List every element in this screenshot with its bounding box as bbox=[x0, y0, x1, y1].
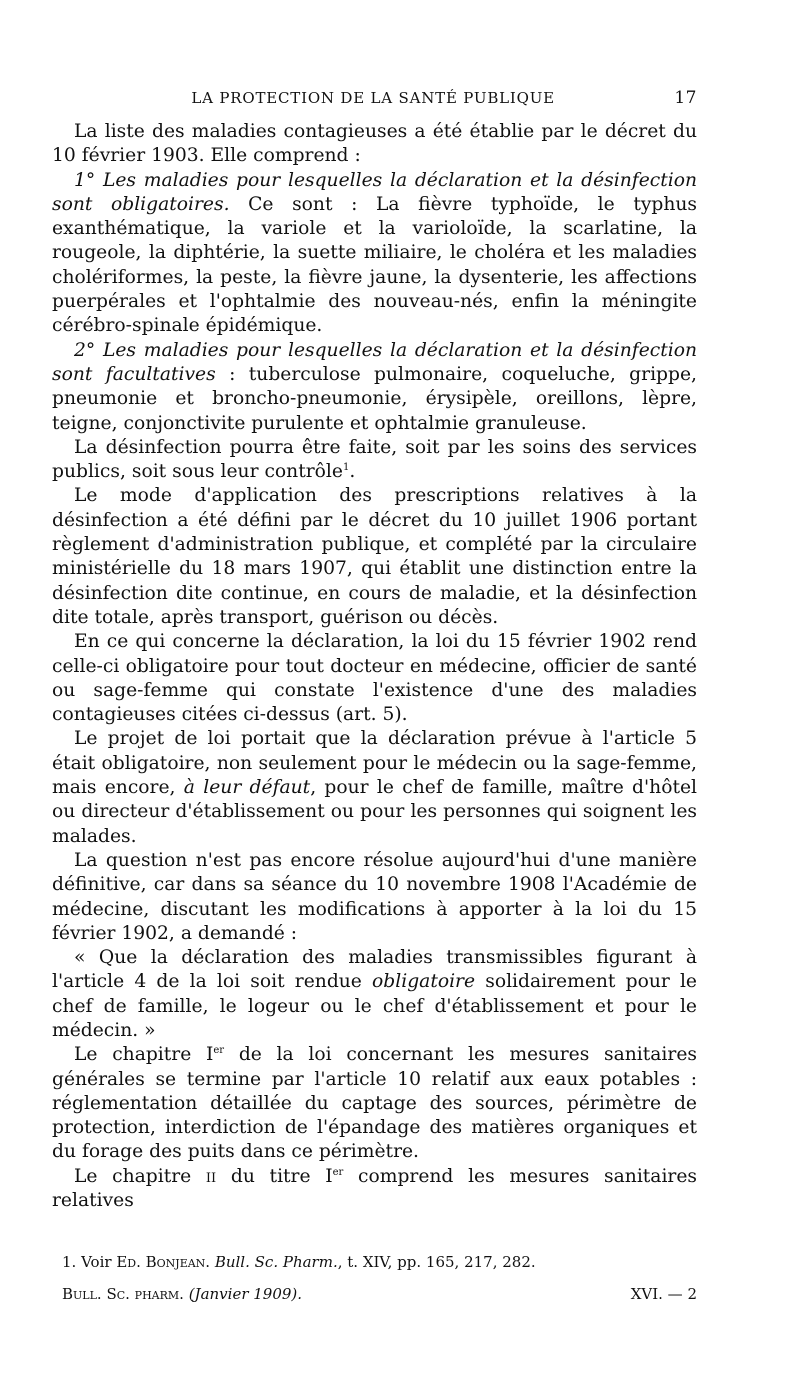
quotation bbox=[52, 946, 697, 1043]
footnote bbox=[62, 1251, 697, 1273]
italic-phrase: à leur défaut bbox=[183, 777, 311, 799]
footnote-author: Ed. Bonjean. bbox=[116, 1253, 211, 1272]
signature-left bbox=[62, 1285, 302, 1303]
running-title: LA PROTECTION DE LA SANTÉ PUBLIQUE bbox=[191, 89, 555, 107]
paragraph-text: solidairement pour le chef de famille, le logeur ou le chef d'établissement et pour le médecin. » bbox=[52, 971, 697, 1041]
footnote-ref: 1 bbox=[342, 462, 350, 474]
paragraph bbox=[52, 169, 697, 339]
superscript: er bbox=[213, 1045, 225, 1057]
paragraph-text: Le chapitre bbox=[74, 1165, 206, 1187]
running-header bbox=[52, 88, 697, 114]
page bbox=[52, 88, 697, 1303]
superscript: er bbox=[332, 1166, 344, 1178]
paragraph-text: , pour le chef de famille, maître d'hôtel ou directeur d'établissement ou pour les personnes qui soignent les malades. bbox=[52, 777, 697, 847]
footnotes bbox=[52, 1251, 697, 1273]
page-number: 17 bbox=[674, 88, 697, 108]
footnote-journal: Bull. Sc. Pharm. bbox=[210, 1253, 338, 1272]
signature-line bbox=[52, 1285, 697, 1303]
paragraph: La question n'est pas encore résolue aujourd'hui d'une manière définitive, car dans sa séance du 10 novembre 1908 l'Académie de médecine, discutant les modifications à apporter à la loi du 15 février 1902, a demandé : bbox=[52, 849, 697, 944]
paragraph: Le mode d'application des prescriptions relatives à la désinfection a été défini par le décret du 10 juillet 1906 portant règlement d'administration publique, et complété par la circulaire ministérielle du 18 mars 1907, qui établit une distinction entre la désinfection dite continue, en cours de maladie, et la désinfection dite totale, après transport, guérison ou décès. bbox=[52, 485, 697, 628]
paragraph bbox=[52, 436, 697, 485]
issue-date: (Janvier 1909). bbox=[188, 1285, 303, 1304]
paragraph-text: du titre I bbox=[216, 1165, 333, 1187]
small-caps-numeral: ii bbox=[205, 1165, 217, 1187]
paragraph-text: « Que la déclaration des maladies transmissibles figurant à l'article 4 de la loi soit rendue bbox=[52, 947, 697, 993]
paragraph bbox=[52, 1043, 697, 1164]
paragraph bbox=[52, 1165, 697, 1214]
signature-mark: XVI. — 2 bbox=[630, 1285, 697, 1304]
paragraph-text: : tuberculose pulmonaire, coqueluche, grippe, pneumonie et broncho-pneumonie, érysipèle, oreillons, lèpre, teigne, conjonctivite purulente et ophtalmie granuleuse. bbox=[52, 363, 697, 434]
paragraph-text: de la loi concernant les mesures sanitaires générales se termine par l'article 10 relatif aux eaux potables : réglementation détaillée du captage des sources, périmètre de protection, interdiction de l'épandage des matières organiques et du forage des puits dans ce périmètre. bbox=[52, 1044, 697, 1163]
paragraph: La liste des maladies contagieuses a été établie par le décret du 10 février 1903. Elle comprend : bbox=[52, 121, 697, 167]
footnote-marker: 1. Voir bbox=[62, 1253, 117, 1272]
paragraph bbox=[52, 727, 697, 848]
italic-phrase: obligatoire bbox=[372, 971, 476, 993]
italic-lead: 1° Les maladies pour lesquelles la déclaration et la désinfection sont obligatoires. bbox=[52, 169, 697, 215]
paragraph-text: comprend les mesures sanitaires relatives bbox=[52, 1165, 698, 1212]
paragraph-text: Le projet de loi portait que la déclaration prévue à l'article 5 était obligatoire, non seulement pour le médecin ou la sage-femme, mais encore, bbox=[52, 728, 697, 799]
paragraph: En ce qui concerne la déclaration, la loi du 15 février 1902 rend celle-ci obligatoire pour tout docteur en médecine, officier de santé ou sage-femme qui constate l'existence d'une des maladies contagieuses citées ci-dessus (art. 5). bbox=[52, 631, 697, 726]
italic-lead: 2° Les maladies pour lesquelles la déclaration et la désinfection sont facultatives bbox=[52, 339, 697, 385]
paragraph bbox=[52, 339, 697, 436]
paragraph-text: . bbox=[349, 461, 356, 483]
paragraph-text: Ce sont : La fièvre typhoïde, le typhus exanthématique, la variole et la varioloïde, la scarlatine, la rougeole, la diphtérie, la suette miliaire, le choléra et les maladies cholériformes, la peste, la fièvre jaune, la dysenterie, les affections puerpérales et l'ophtalmie des nouveau-nés, enfin la méningite cérébro-spinale épidémique. bbox=[52, 193, 698, 337]
body-text bbox=[52, 120, 697, 1213]
paragraph-text: La désinfection pourra être faite, soit par les soins des services publics, soit sous leur contrôle bbox=[52, 436, 697, 483]
journal-abbrev: Bull. Sc. pharm. bbox=[62, 1285, 184, 1304]
footnote-reference: , t. XIV, pp. 165, 217, 282. bbox=[337, 1253, 536, 1272]
paragraph-text: Le chapitre I bbox=[74, 1044, 214, 1066]
